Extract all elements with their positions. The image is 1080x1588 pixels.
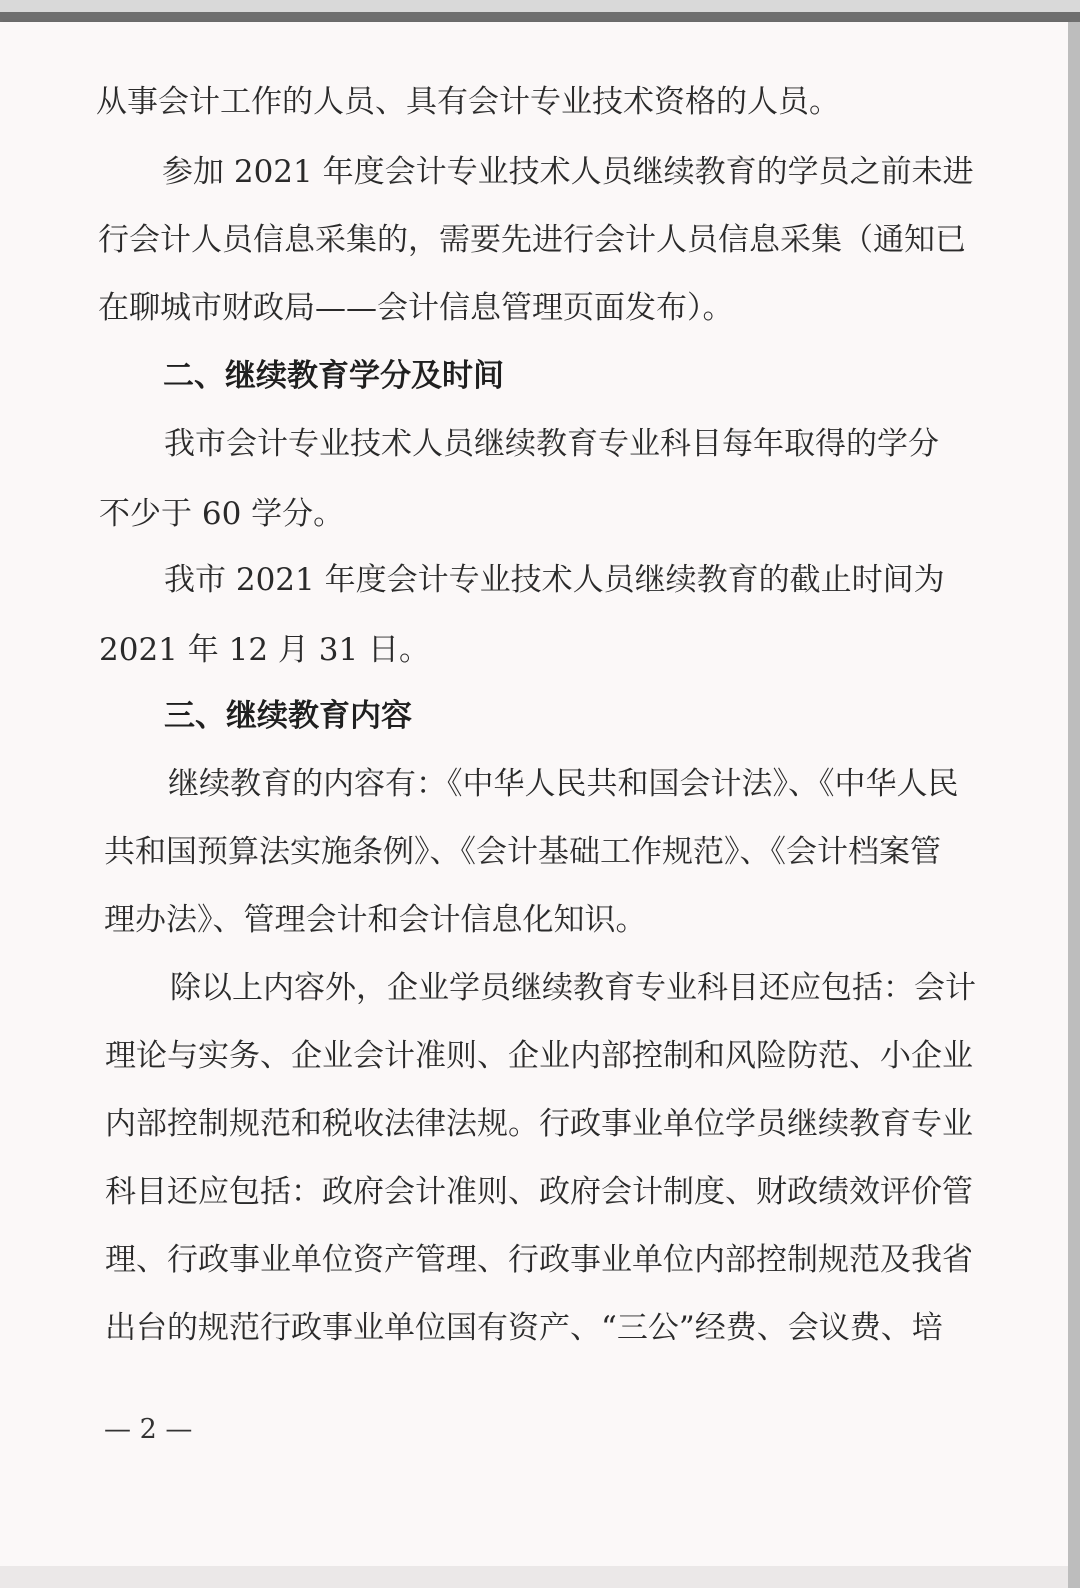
paragraph-line: 出台的规范行政事业单位国有资产、“三公”经费、会议费、培 [105,1310,943,1346]
page-number: — 2 — [104,1414,193,1445]
section-heading: 二、继续教育学分及时间 [163,358,504,394]
paragraph-line: 我市 2021 年度会计专业技术人员继续教育的截止时间为 [164,562,945,598]
paragraph-line: 行会计人员信息采集的，需要先进行会计人员信息采集（通知已 [98,222,966,258]
section-heading: 三、继续教育内容 [164,698,412,734]
paragraph-line: 理、行政事业单位资产管理、行政事业单位内部控制规范及我省 [105,1242,973,1278]
paragraph-line: 从事会计工作的人员、具有会计专业技术资格的人员。 [96,84,840,120]
paragraph-line: 内部控制规范和税收法律法规。行政事业单位学员继续教育专业 [105,1106,973,1142]
paragraph-line: 理论与实务、企业会计准则、企业内部控制和风险防范、小企业 [105,1038,973,1074]
paragraph-line: 继续教育的内容有：《中华人民共和国会计法》、《中华人民 [168,766,959,802]
scan-bottom-edge [0,1566,1068,1588]
paragraph-line: 科目还应包括：政府会计准则、政府会计制度、财政绩效评价管 [105,1174,973,1210]
scan-right-edge [1068,22,1080,1588]
paragraph-line: 在聊城市财政局——会计信息管理页面发布）。 [98,290,734,326]
paragraph-line: 参加 2021 年度会计专业技术人员继续教育的学员之前未进 [162,154,974,190]
scan-top-edge [0,12,1080,22]
paragraph-line: 共和国预算法实施条例》、《会计基础工作规范》、《会计档案管 [104,834,941,870]
paragraph-line: 我市会计专业技术人员继续教育专业科目每年取得的学分 [164,426,939,462]
paragraph-line: 不少于 60 学分。 [99,496,345,532]
paragraph-line: 2021 年 12 月 31 日。 [99,632,431,668]
paragraph-line: 理办法》、管理会计和会计信息化知识。 [104,902,647,938]
paragraph-line: 除以上内容外，企业学员继续教育专业科目还应包括：会计 [170,970,976,1006]
